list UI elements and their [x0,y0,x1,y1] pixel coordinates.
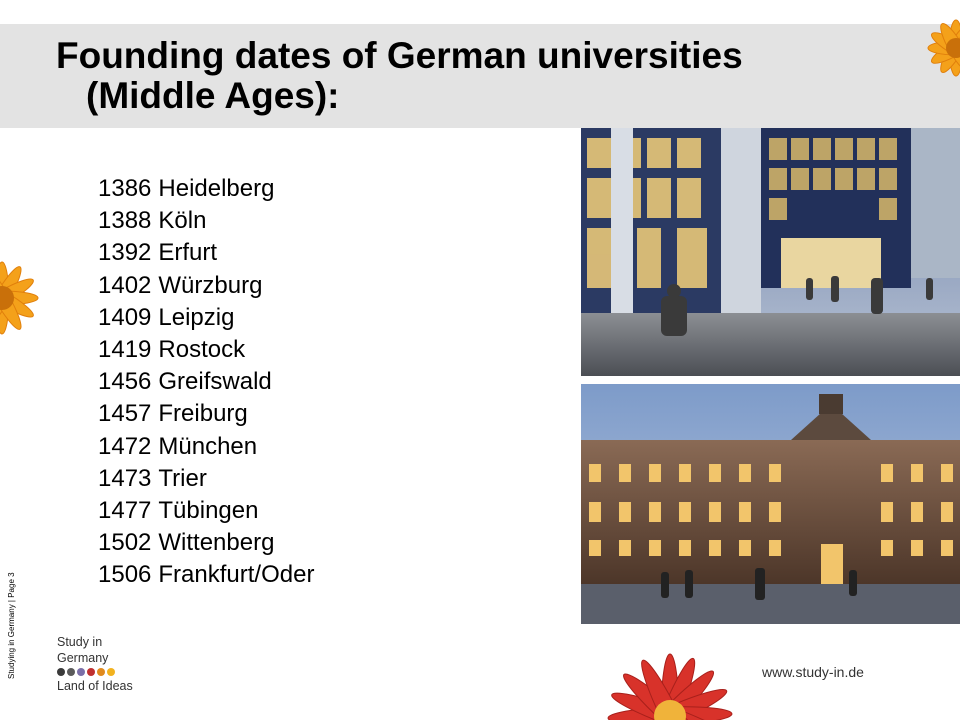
list-item [98,527,314,559]
university-name: München [158,432,258,460]
university-name: Würzburg [158,271,263,299]
list-item [98,270,314,302]
university-name: Freiburg [158,400,248,428]
study-in-germany-logo [57,634,167,704]
list-item [98,398,314,430]
list-item [98,302,314,334]
founding-year: 1457 [98,400,152,428]
university-name: Frankfurt/Oder [158,561,315,589]
orange-flower-icon [908,2,960,94]
slide-title [56,36,743,116]
list-item [98,495,314,527]
logo-line-2: Germany [57,651,109,665]
founding-year: 1473 [98,464,152,492]
founding-year: 1409 [98,303,152,331]
founding-year: 1388 [98,207,152,235]
logo-dot [67,668,75,676]
founding-year: 1402 [98,271,152,299]
photo-modern-university-building [581,128,960,376]
founding-year: 1392 [98,239,152,267]
photo-historic-university-building [581,384,960,624]
university-name: Wittenberg [158,529,275,557]
logo-dot [77,668,85,676]
title-line-2: (Middle Ages): [86,75,340,116]
list-item [98,431,314,463]
logo-line-1: Study in [57,635,103,649]
logo-dot [97,668,105,676]
logo-dot [107,668,115,676]
university-name: Leipzig [158,303,235,331]
list-item [98,205,314,237]
logo-dots [57,667,167,677]
page-footer-vertical: Studying in Germany | Page 3 [7,572,16,679]
logo-line-3: Land of Ideas [57,679,133,693]
list-item [98,237,314,269]
founding-year: 1477 [98,497,152,525]
list-item [98,334,314,366]
university-name: Heidelberg [158,175,275,202]
list-item [98,559,314,591]
university-name: Rostock [158,336,246,364]
red-flower-icon [592,644,748,720]
founding-year: 1502 [98,529,152,557]
orange-flower-icon [0,255,44,341]
university-name: Greifswald [158,368,272,396]
founding-year: 1386 [98,175,152,202]
list-item [98,366,314,398]
founding-year: 1456 [98,368,152,396]
logo-dot [87,668,95,676]
university-name: Köln [158,207,207,235]
title-line-1: Founding dates of German universities [56,35,743,76]
university-name: Trier [158,464,207,492]
website-url: www.study-in.de [762,664,864,680]
founding-year: 1419 [98,336,152,364]
university-name: Erfurt [158,239,218,267]
list-item [98,173,314,205]
university-list [98,173,314,592]
list-item [98,463,314,495]
university-name: Tübingen [158,497,259,525]
logo-dot [57,668,65,676]
founding-year: 1506 [98,561,152,589]
founding-year: 1472 [98,432,152,460]
